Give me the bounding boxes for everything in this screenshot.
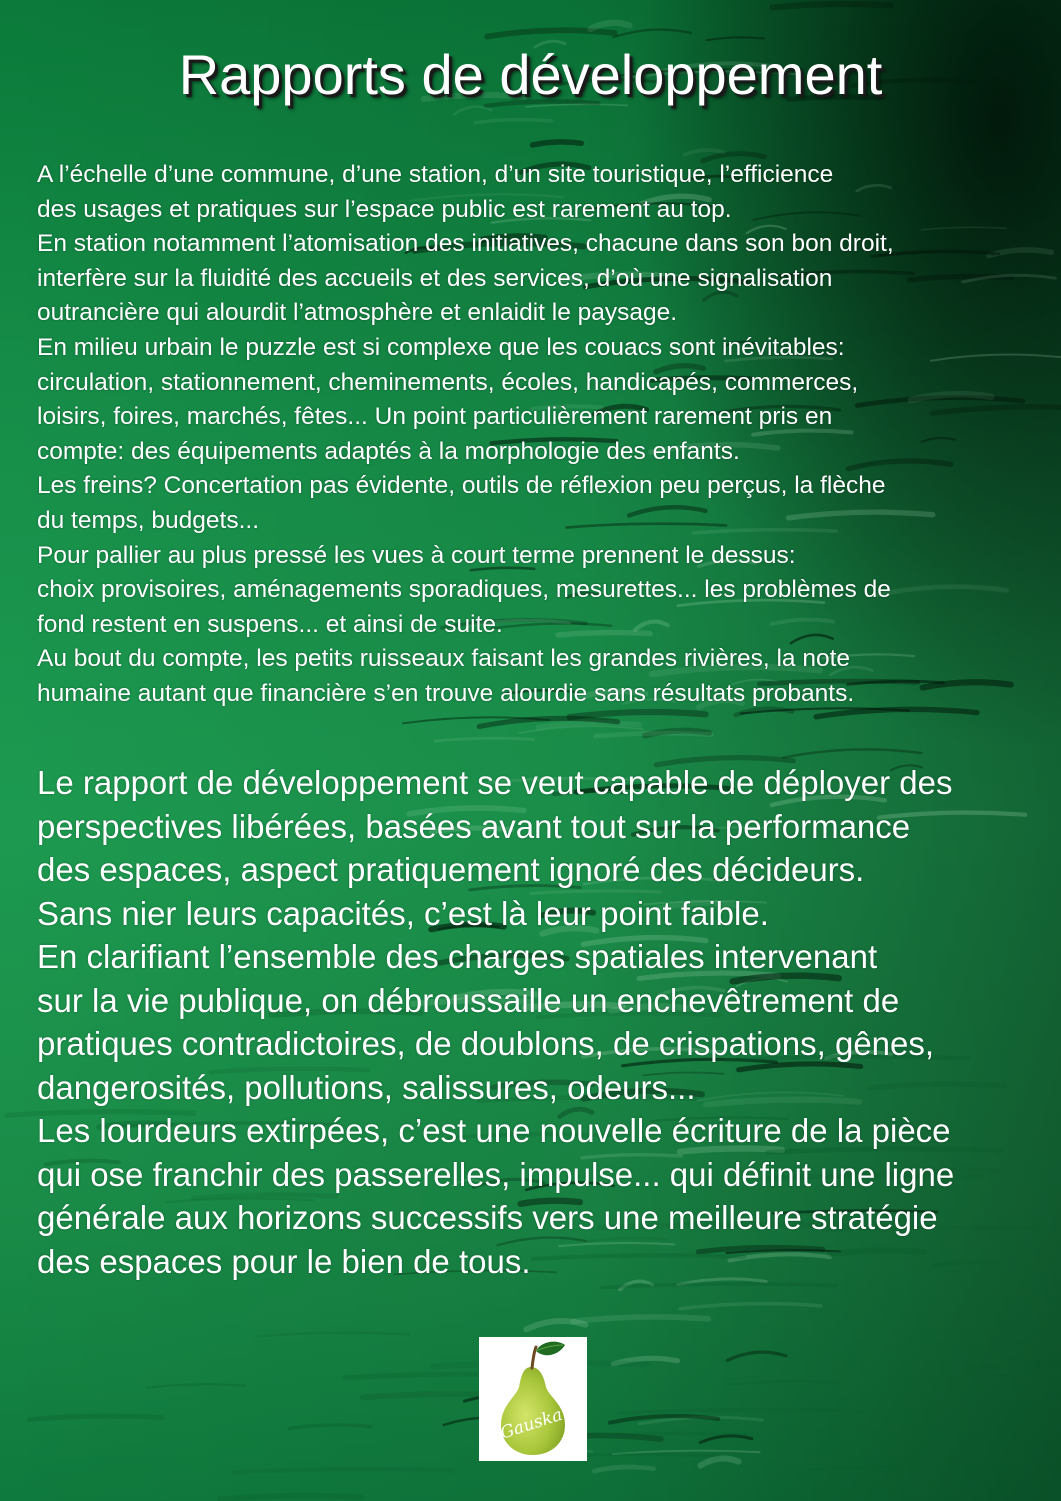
- main-line: perspectives libérées, basées avant tout sur la performance: [37, 807, 911, 845]
- main-line: des espaces pour le bien de tous.: [37, 1242, 531, 1280]
- intro-line: choix provisoires, aménagements sporadiques, mesurettes... les problèmes de: [37, 576, 891, 604]
- page-title: Rapports de développement: [178, 43, 883, 106]
- main-line: Les lourdeurs extirpées, c’est une nouvelle écriture de la pièce: [37, 1112, 951, 1149]
- main-line: qui ose franchir des passerelles, impulse... qui définit une ligne: [37, 1155, 955, 1193]
- main-line: des espaces, aspect pratiquement ignoré des décideurs.: [37, 851, 865, 888]
- intro-line: Pour pallier au plus pressé les vues à court terme prennent le dessus:: [37, 541, 796, 569]
- intro-line: circulation, stationnement, cheminements, écoles, handicapés, commerces,: [37, 368, 859, 396]
- intro-line: des usages et pratiques sur l’espace public est rarement au top.: [37, 195, 732, 223]
- intro-line: outrancière qui alourdit l’atmosphère et enlaidit le paysage.: [37, 299, 678, 327]
- intro-line: compte: des équipements adaptés à la morphologie des enfants.: [37, 437, 740, 465]
- intro-line: Au bout du compte, les petits ruisseaux faisant les grandes rivières, la note: [37, 645, 851, 673]
- pear-logo: [479, 1337, 587, 1461]
- main-line: Le rapport de développement se veut capable de déployer des: [37, 764, 953, 801]
- intro-line: fond restent en suspens... et ainsi de suite.: [37, 610, 503, 638]
- intro-line: A l’échelle d’une commune, d’une station, d’un site touristique, l’efficience: [37, 161, 834, 188]
- intro-line: En milieu urbain le puzzle est si complexe que les couacs sont inévitables:: [37, 333, 845, 361]
- main-line: pratiques contradictoires, de doublons, de crispations, gênes,: [37, 1025, 935, 1062]
- main-line: sur la vie publique, on débroussaille un enchevêtrement de: [37, 981, 900, 1019]
- intro-line: du temps, budgets...: [37, 506, 259, 534]
- pear-icon: [479, 1337, 587, 1461]
- intro-line: loisirs, foires, marchés, fêtes... Un point particulièrement rarement pris en: [37, 403, 833, 431]
- intro-line: Les freins? Concertation pas évidente, outils de réflexion peu perçus, la flèche: [37, 472, 886, 500]
- intro-line: En station notamment l’atomisation des initiatives, chacune dans son bon droit,: [37, 230, 894, 258]
- main-line: dangerosités, pollutions, salissures, odeurs...: [37, 1068, 696, 1106]
- main-line: Sans nier leurs capacités, c’est là leur point faible.: [37, 894, 769, 932]
- logo-signature: Gauska: [498, 1404, 565, 1444]
- main-line: En clarifiant l’ensemble des charges spatiales intervenant: [37, 938, 878, 975]
- main-line: générale aux horizons successifs vers une meilleure stratégie: [37, 1199, 938, 1236]
- intro-line: interfère sur la fluidité des accueils et des services, d’où une signalisation: [37, 264, 833, 292]
- intro-paragraph: [37, 158, 1052, 712]
- main-paragraph: [37, 761, 1052, 1283]
- intro-line: humaine autant que financière s’en trouve alourdie sans résultats probants.: [37, 679, 855, 707]
